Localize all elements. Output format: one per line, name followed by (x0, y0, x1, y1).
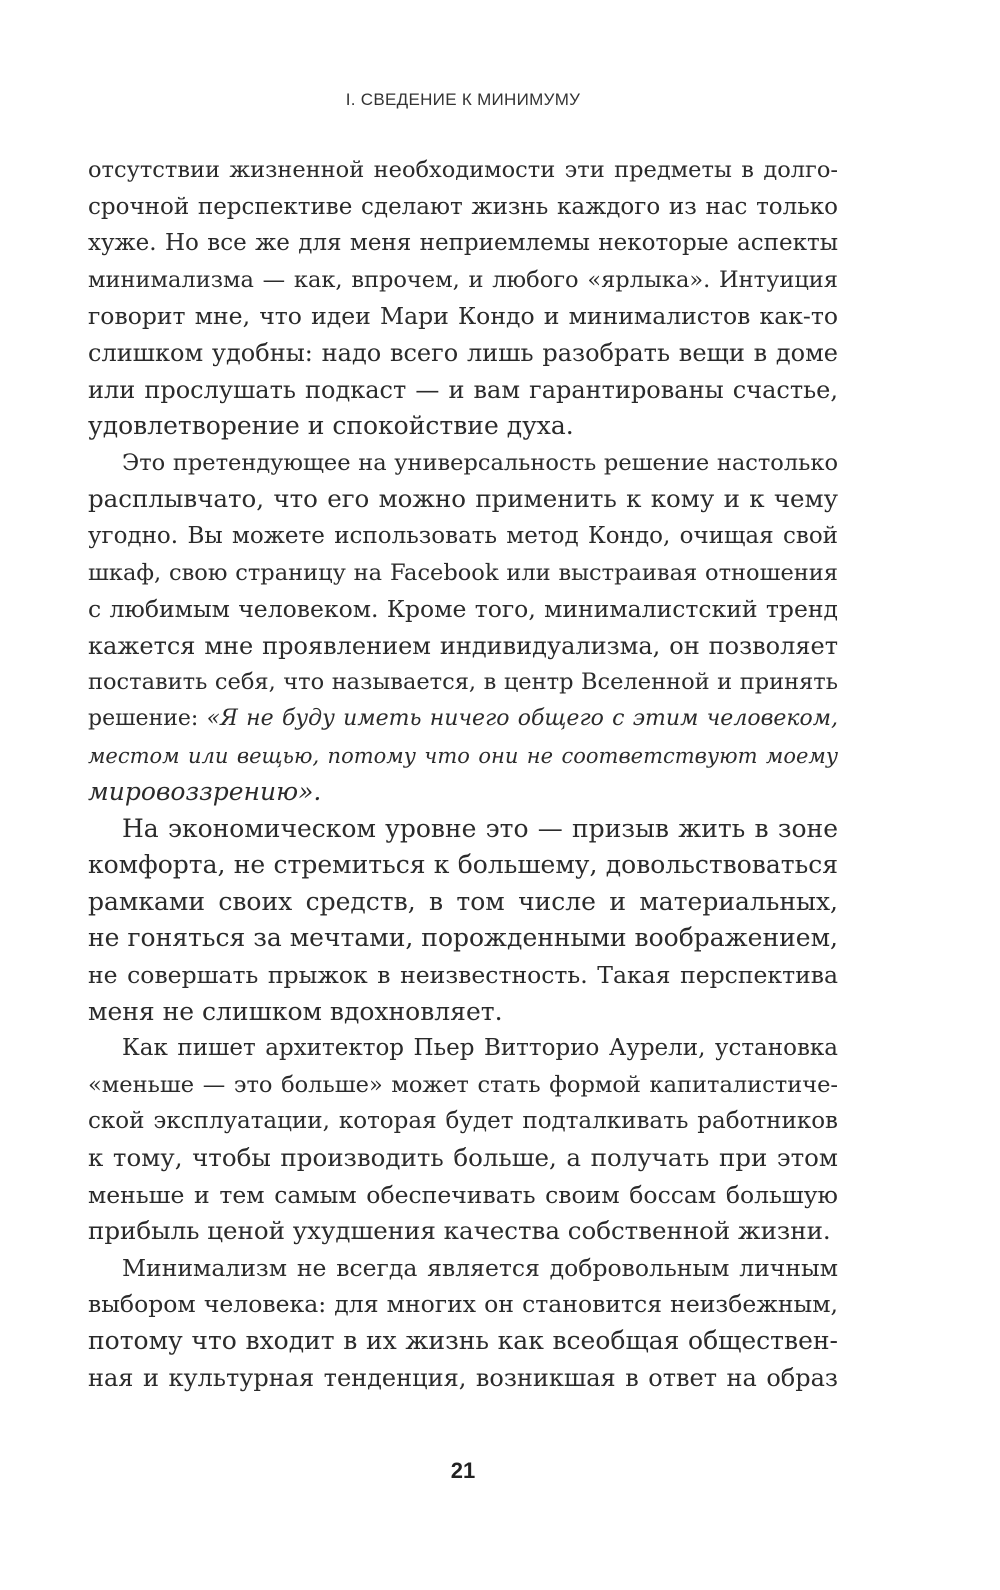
text-line: угодно. Вы можете использовать метод Кондо, очищая свой (88, 522, 838, 549)
text-line: меньше и тем самым обеспечивать своим боссам большую (88, 1180, 838, 1209)
text-line: расплывчато, что его можно применить к кому и к чему (88, 484, 838, 514)
text-line: Минимализм не всегда является добровольным личным (122, 1253, 838, 1282)
text-line (88, 701, 838, 738)
text-line: удовлетворение и спокойствие духа. (88, 411, 574, 441)
text-line (88, 774, 838, 811)
text-line: хуже. Но все же для меня неприемлемы некоторые аспекты (88, 230, 838, 257)
italic-quote: местом или вещью, потому что они не соответствуют моему (88, 743, 838, 768)
paragraph-5 (88, 1250, 838, 1396)
paragraph-4 (88, 1030, 838, 1250)
text-line: кажется мне проявлением индивидуализма, он позволяет (88, 631, 838, 660)
text-line: меня не слишком вдохновляет. (88, 996, 503, 1026)
paragraph-2 (88, 445, 838, 811)
text-line: говорит мне, что идеи Мари Кондо и минималистов как-то (88, 302, 838, 331)
body-text (88, 152, 838, 1396)
italic-quote: мировоззрению». (88, 777, 322, 807)
text-line: отсутствии жизненной необходимости эти предметы в долго- (88, 157, 838, 183)
text-line: рамками своих средств, в том числе и материальных, (88, 886, 838, 916)
running-head: I. СВЕДЕНИЕ К МИНИМУМУ (345, 90, 581, 109)
text-fragment: решение: (88, 705, 207, 731)
text-line: или прослушать подкаст — и вам гарантированы счастье, (88, 375, 838, 404)
text-line: потому что входит в их жизнь как всеобщая обществен- (88, 1326, 838, 1355)
text-line: На экономическом уровне это — призыв жить в зоне (122, 813, 838, 843)
text-line: Как пишет архитектор Пьер Витторио Аурели, установка (122, 1035, 838, 1062)
text-line: прибыль ценой ухудшения качества собственной жизни. (88, 1216, 831, 1246)
text-line: с любимым человеком. Кроме того, минималистский тренд (88, 595, 838, 624)
text-line: не совершать прыжок в неизвестность. Такая перспектива (88, 961, 838, 990)
text-line: к тому, чтобы производить больше, а получать при этом (88, 1143, 838, 1173)
text-line: шкаф, свою страницу на Facebook или выстраивая отношения (88, 559, 838, 586)
italic-quote: «Я не буду иметь ничего общего с этим человеком, (206, 705, 839, 731)
text-line: ная и культурная тенденция, возникшая в ответ на образ (88, 1363, 838, 1392)
paragraph-1 (88, 152, 838, 445)
text-line: не гоняться за мечтами, порожденными воображением, (88, 923, 838, 953)
text-line: комфорта, не стремиться к большему, довольствоваться (88, 850, 838, 880)
text-line: минимализма — как, впрочем, и любого «ярлыка». Интуиция (88, 266, 838, 293)
paragraph-3 (88, 811, 838, 1031)
page-number: 21 (450, 1458, 476, 1483)
text-line: ской эксплуатации, которая будет подталкивать работников (88, 1108, 838, 1135)
text-line: слишком удобны: надо всего лишь разобрать вещи в доме (88, 338, 838, 367)
text-line: «меньше — это больше» может стать формой капиталистиче- (88, 1071, 838, 1098)
text-line: срочной перспективе сделают жизнь каждого из нас только (88, 193, 838, 220)
text-line: поставить себя, что называется, в центр Вселенной и принять (88, 669, 838, 696)
text-line: Это претендующее на универсальность решение настолько (122, 449, 838, 476)
text-line: выбором человека: для многих он становится неизбежным, (88, 1290, 838, 1319)
